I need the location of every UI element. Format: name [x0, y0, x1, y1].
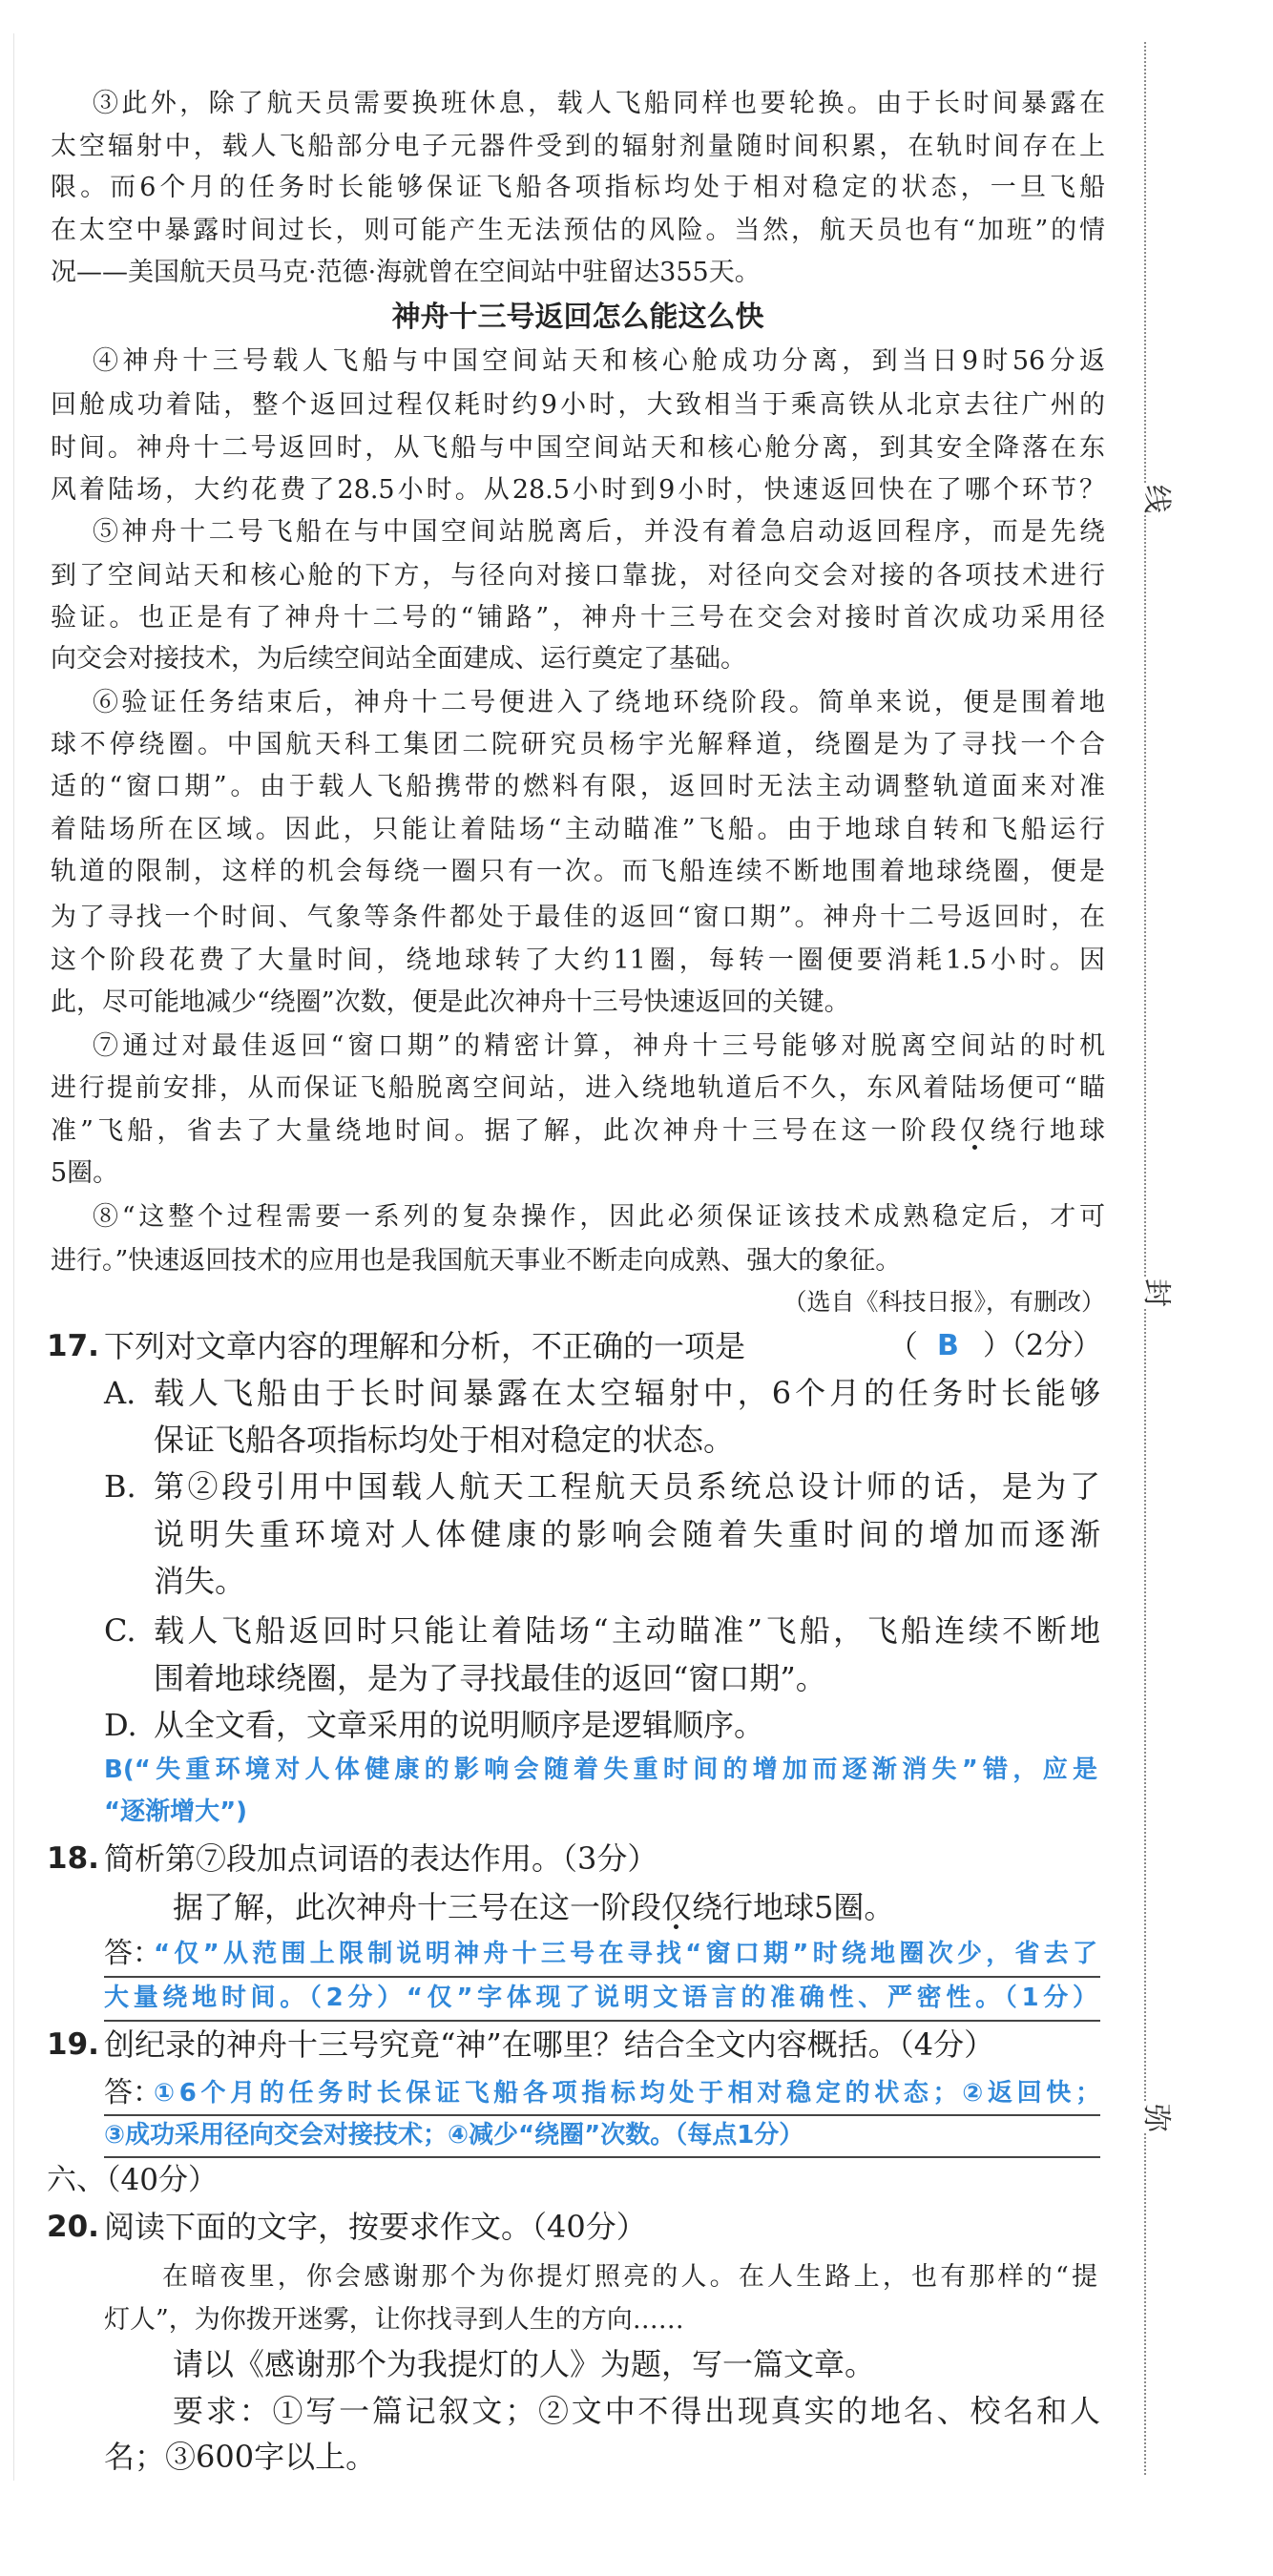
emphasized-word: 仅	[661, 1889, 693, 1925]
section-heading: 神舟十三号返回怎么能这么快	[391, 301, 764, 334]
answer-prefix: 答：	[104, 2076, 161, 2109]
margin-label: 弥	[1139, 2104, 1173, 2132]
writing-task: 请以《感谢那个为我提灯的人》为题，写一篇文章。	[173, 2346, 876, 2382]
passage-line: 为了寻找一个时间、气象等条件都处于最佳的返回“窗口期”。神舟十二号返回时，在	[51, 903, 1105, 932]
answer-text: 大量绕地时间。（2分）“仅”字体现了说明文语言的准确性、严密性。（1分）	[104, 1984, 1097, 2012]
passage-line: ③此外，除了航天员需要换班休息，载人飞船同样也要轮换。由于长时间暴露在	[93, 89, 1105, 118]
option-text: 围着地球绕圈，是为了寻找最佳的返回“窗口期”。	[154, 1660, 826, 1696]
passage-line: 进行提前安排，从而保证飞船脱离空间站，进入绕地轨道后不久，东风着陆场便可“瞄	[51, 1073, 1105, 1103]
quoted-text: 据了解，此次神舟十三号在这一阶段	[173, 1889, 662, 1925]
section-title: 六、（40分）	[47, 2163, 218, 2197]
margin-label: 封	[1139, 1278, 1173, 1307]
margin-label: 线	[1139, 485, 1173, 513]
emphasized-word: 仅	[960, 1116, 991, 1146]
requirement-line: 要求：①写一篇记叙文；②文中不得出现真实的地名、校名和人	[173, 2393, 1100, 2429]
question-points	[983, 1323, 1101, 1369]
answer-prefix: 答：	[104, 1937, 161, 1970]
passage-line: ⑥验证任务结束后，神舟十二号便进入了绕地环绕阶段。简单来说，便是围着地	[93, 688, 1105, 717]
passage-line-text: 绕行地球	[990, 1116, 1106, 1146]
passage-line: 向交会对接技术，为后续空间站全面建成、运行奠定了基础。	[51, 644, 746, 674]
passage-line: 验证。也正是有了神舟十二号的“铺路”，神舟十三号在交会对接时首次成功采用径	[51, 603, 1105, 633]
question-number: 17.	[47, 1329, 99, 1363]
passage-line: 风着陆场，大约花费了28.5小时。从28.5小时到9小时，快速返回快在了哪个环节？	[51, 475, 1105, 505]
passage-line: 这个阶段花费了大量时间，绕地球转了大约11圈，每转一圈便要消耗1.5小时。因	[51, 945, 1105, 975]
material-line: 灯人”，为你拨开迷雾，让你找寻到人生的方向……	[104, 2305, 684, 2335]
option-text: 载人飞船返回时只能让着陆场“主动瞄准”飞船，飞船连续不断地	[154, 1612, 1100, 1649]
option-label: D.	[104, 1707, 137, 1743]
answer-choice: B	[937, 1329, 959, 1362]
passage-line: 太空辐射中，载人飞船部分电子元器件受到的辐射剂量随时间积累，在轨时间存在上	[51, 132, 1105, 161]
question-number: 20.	[47, 2210, 99, 2244]
passage-line-text: 准”飞船，省去了大量绕地时间。据了解，此次神舟十三号在这一阶段	[51, 1116, 961, 1146]
passage-line: 轨道的限制，这样的机会每绕一圈只有一次。而飞船连续不断地围着地球绕圈，便是	[51, 857, 1105, 886]
answer-text: B(“失重环境对人体健康的影响会随着失重时间的增加而逐渐消失”错，应是	[104, 1755, 1097, 1784]
answer-text: ③成功采用径向交会对接技术；④减少“绕圈”次数。（每点1分）	[104, 2121, 804, 2150]
quoted-text: 绕行地球5圈。	[692, 1889, 895, 1925]
passage-line: 适的“窗口期”。由于载人飞船携带的燃料有限，返回时无法主动调整轨道面来对准	[51, 772, 1105, 801]
page-edge-line	[13, 33, 14, 2481]
answer-text: ①6个月的任务时长保证飞船各项指标均处于相对稳定的状态；②返回快；	[154, 2079, 1100, 2108]
passage-line: ④神舟十三号载人飞船与中国空间站天和核心舱成功分离，到当日9时56分返	[93, 346, 1105, 376]
passage-line: 此，尽可能地减少“绕圈”次数，便是此次神舟十三号快速返回的关键。	[51, 987, 850, 1017]
question-prompt: 创纪录的神舟十三号究竟“神”在哪里？结合全文内容概括。（4分）	[104, 2026, 995, 2063]
material-line: 在暗夜里，你会感谢那个为你提灯照亮的人。在人生路上，也有那样的“提	[162, 2262, 1097, 2292]
option-text: 说明失重环境对人体健康的影响会随着失重时间的增加而逐渐	[154, 1516, 1100, 1552]
option-label: C.	[104, 1612, 136, 1649]
passage-line: ⑧“这整个过程需要一系列的复杂操作，因此必须保证该技术成熟稳定后，才可	[93, 1202, 1105, 1232]
option-text: 第②段引用中国载人航天工程航天员系统总设计师的话，是为了	[154, 1468, 1100, 1505]
requirement-line: 名；③600字以上。	[104, 2439, 377, 2475]
points-label: （2分）	[1012, 1329, 1102, 1362]
question-prompt: 下列对文章内容的理解和分析，不正确的一项是	[104, 1328, 746, 1364]
answer-underline	[104, 2156, 1100, 2158]
passage-line: 在太空中暴露时间过长，则可能产生无法预估的风险。当然，航天员也有“加班”的情	[51, 216, 1105, 245]
passage-line: 5圈。	[51, 1158, 119, 1188]
option-text: 消失。	[154, 1563, 246, 1599]
question-number: 19.	[47, 2027, 99, 2062]
passage-line: 回舱成功着陆，整个返回过程仅耗时约9小时，大致相当于乘高铁从北京去往广州的	[51, 390, 1105, 420]
passage-line: 着陆场所在区域。因此，只能让着陆场“主动瞄准”飞船。由于地球自转和飞船运行	[51, 815, 1105, 844]
source-citation: （选自《科技日报》，有删改）	[783, 1288, 1105, 1316]
answer-text: “仅”从范围上限制说明神舟十三号在寻找“窗口期”时绕地圈次少，省去了	[154, 1940, 1097, 1968]
quoted-sentence	[173, 1884, 894, 1930]
passage-line: ⑦通过对最佳返回“窗口期”的精密计算，神舟十三号能够对脱离空间站的时机	[93, 1031, 1105, 1061]
passage-line: 到了空间站天和核心舱的下方，与径向对接口靠拢，对径向交会对接的各项技术进行	[51, 561, 1105, 591]
passage-line: 况——美国航天员马克·范德·海就曾在空间站中驻留达355天。	[51, 258, 761, 287]
passage-line: 进行。”快速返回技术的应用也是我国航天事业不断走向成熟、强大的象征。	[51, 1246, 902, 1276]
option-text: 载人飞船由于长时间暴露在太空辐射中，6个月的任务时长能够	[154, 1375, 1100, 1411]
passage-line	[51, 1111, 1105, 1153]
passage-line: ⑤神舟十二号飞船在与中国空间站脱离后，并没有着急启动返回程序，而是先绕	[93, 517, 1105, 547]
passage-line: 限。而6个月的任务时长能够保证飞船各项指标均处于相对稳定的状态，一旦飞船	[51, 173, 1105, 202]
question-prompt: 简析第⑦段加点词语的表达作用。（3分）	[104, 1840, 658, 1877]
answer-bracket-close: ）	[983, 1329, 1012, 1362]
question-prompt: 阅读下面的文字，按要求作文。（40分）	[104, 2209, 647, 2245]
passage-line: 时间。神舟十二号返回时，从飞船与中国空间站天和核心舱分离，到其安全降落在东	[51, 433, 1105, 463]
option-label: B.	[104, 1468, 136, 1505]
question-number: 18.	[47, 1841, 99, 1876]
answer-bracket-open: （	[887, 1328, 919, 1364]
answer-text: “逐渐增大”)	[104, 1797, 248, 1826]
passage-line: 球不停绕圈。中国航天科工集团二院研究员杨宇光解释道，绕圈是为了寻找一个合	[51, 730, 1105, 759]
option-label: A.	[104, 1375, 136, 1411]
option-text: 保证飞船各项指标均处于相对稳定的状态。	[154, 1422, 735, 1458]
option-text: 从全文看，文章采用的说明顺序是逻辑顺序。	[154, 1707, 765, 1743]
